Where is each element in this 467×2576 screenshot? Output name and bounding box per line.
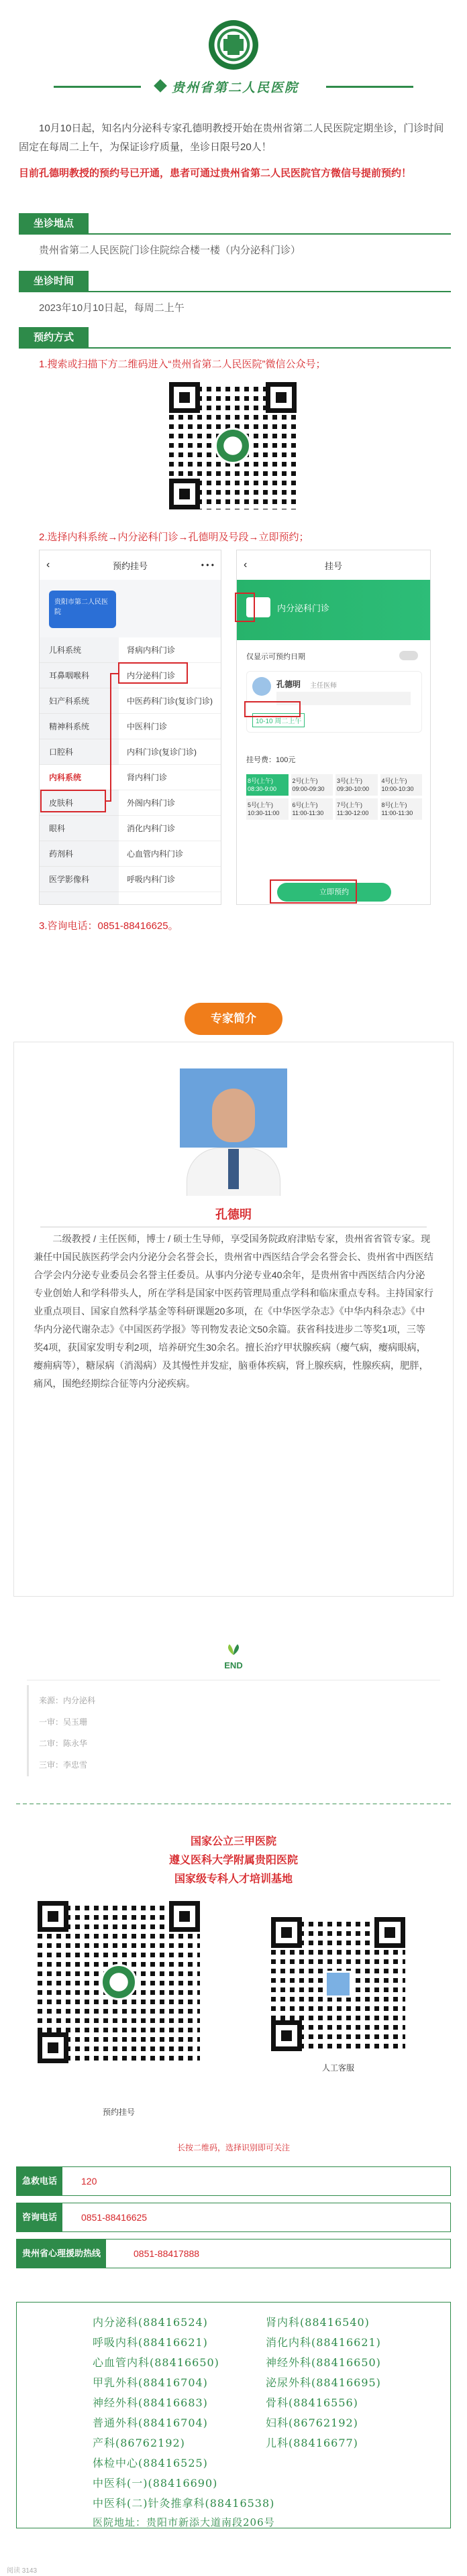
- dept-item[interactable]: 皮肤科: [40, 790, 119, 816]
- slot[interactable]: 5号(上午) 10:30-11:00: [246, 798, 289, 820]
- phone-banner: [49, 591, 116, 628]
- doctor-name: 孔德明: [276, 680, 301, 689]
- clinic-item[interactable]: 中医科门诊: [119, 714, 221, 739]
- arrow-line: [110, 673, 118, 674]
- dept-phone: 体检中心(88416525): [93, 2457, 208, 2469]
- phone-title: [237, 550, 430, 580]
- dept-phone: 甲乳外科(88416704): [93, 2376, 208, 2389]
- qr-finder: [271, 2020, 302, 2051]
- section-tag-booking: 预约方式: [19, 327, 89, 349]
- expert-heading-badge: 专家简介: [185, 1003, 282, 1035]
- dept-phone: 儿科(88416677): [266, 2437, 358, 2449]
- fee: 挂号费：100元: [246, 756, 296, 764]
- toggle-switch[interactable]: [399, 651, 418, 660]
- booking-qr-code[interactable]: [38, 1901, 200, 2063]
- highlight-box: [40, 790, 106, 812]
- section-tag-location: 坐诊地点: [19, 213, 89, 235]
- location-text: 贵州省第二人民医院门诊住院综合楼一楼（内分泌科门诊）: [39, 245, 301, 256]
- photo-tie: [228, 1149, 239, 1189]
- dept-phone: 产科(86762192): [93, 2437, 185, 2449]
- avatar: [252, 677, 271, 696]
- qr-finder: [169, 1901, 200, 1932]
- dept-item[interactable]: 精神科系统: [40, 714, 119, 739]
- contact-row-emergency: [16, 2166, 451, 2196]
- qr-right-caption: 人工客服: [321, 2063, 354, 2073]
- contact-row-psych: [16, 2239, 451, 2268]
- brand-divider: [54, 86, 141, 88]
- contact-row-consult: [16, 2203, 451, 2232]
- slot[interactable]: 6号(上午) 11:00-11:30: [291, 798, 333, 820]
- dept-phone: 泌尿外科(88416695): [266, 2376, 381, 2389]
- dept-phone: 妇科(86762192): [266, 2416, 358, 2429]
- highlight-box: [270, 879, 357, 904]
- qr-finder: [38, 2032, 68, 2063]
- hospital-address: 医院地址：贵阳市新添大道南段206号: [93, 2516, 275, 2528]
- phone-title-text: 预约挂号: [112, 560, 148, 571]
- diamond-icon: [154, 79, 167, 93]
- back-icon: ‹: [46, 559, 50, 570]
- dept-phone: 肾内科(88416540): [266, 2316, 370, 2329]
- contact-value[interactable]: 0851-88416625: [81, 2212, 148, 2223]
- booking-step-1: 1.搜索或扫描下方二维码进入“贵州省第二人民医院”微信公众号；: [39, 359, 326, 370]
- clinic-item[interactable]: 肾病内科门诊: [119, 637, 221, 663]
- date-chip[interactable]: 10-10 周二上午: [252, 713, 305, 727]
- dept-phone: 神经外科(88416683): [93, 2396, 208, 2409]
- dept-item[interactable]: 耳鼻咽喉科: [40, 663, 119, 688]
- qr-finder: [169, 382, 200, 413]
- service-qr-code[interactable]: [271, 1917, 405, 2051]
- footer-line-1: 国家公立三甲医院: [190, 1836, 276, 1847]
- end-label: END: [224, 1660, 243, 1670]
- dept-item[interactable]: 药剂科: [40, 841, 119, 867]
- banner-text: 贵阳市第二人民医院: [54, 599, 108, 616]
- dept-item[interactable]: 眼科: [40, 816, 119, 841]
- brand-text: 贵州省第二人民医院: [172, 80, 299, 95]
- phone-screenshot-right: [236, 550, 431, 905]
- dept-item[interactable]: 妇产科系统: [40, 688, 119, 714]
- slot[interactable]: 7号(上午) 11:30-12:00: [335, 798, 378, 820]
- qr-left-caption: 预约挂号: [102, 2107, 135, 2117]
- qr-logo-icon: [101, 1964, 137, 2000]
- slot-grid: [246, 774, 422, 820]
- qr-finder: [38, 1901, 68, 1932]
- slot[interactable]: 2号(上午) 09:00-09:30: [291, 774, 333, 796]
- dept-phone: 骨科(88416556): [266, 2396, 358, 2409]
- highlight-box: [118, 662, 188, 684]
- dept-item[interactable]: 儿科系统: [40, 637, 119, 663]
- credit-review-2: 二审：陈永华: [39, 1739, 88, 1748]
- leaf-icon: [225, 1644, 242, 1655]
- dept-item[interactable]: 医学影像科: [40, 867, 119, 892]
- clinic-item[interactable]: 外阁内科门诊: [119, 790, 221, 816]
- clinic-item[interactable]: 肾内科门诊: [119, 765, 221, 790]
- dept-phone: 中医科(二)针灸推拿科(88416538): [93, 2497, 275, 2510]
- highlight-box: [244, 701, 301, 717]
- dashed-divider: [16, 1803, 451, 1804]
- expert-bio: 二级教授 / 主任医师，博士 / 硕士生导师，享受国务院政府津贴专家，贵州省省管专家。现兼任中国民族医药学会内分泌分会名誉会长，贵州省中西医结合学会名誉会长、贵州省中西医结合学会内分泌专业委员会名誉主任委员。从事内分泌专业40余年，是贵州省中西医结合内分泌专业创始人和学科带头人，所在学科是国家中医药管理局重点学科和临床重点专科。主持国家行业重点项目、国家自然科学基金等科研课题20多项，在《中华医学杂志》《中华内科杂志》《中华内分泌代谢杂志》《中国医药学报》等刊物发表论文50余篇。获省科技进步二等奖1项，三等奖4项，获国家发明专利2项，培养研究生30余名。擅长治疗甲状腺疾病（瘿气病，瘿病眼病，瘿痈病等），糖尿病（消渴病）及其慢性并发症，脑垂体疾病，肾上腺疾病，性腺疾病，肥胖，痛风，围绝经期综合征等内分泌疾病。: [34, 1234, 433, 1390]
- photo-head: [212, 1089, 255, 1142]
- footer-line-3: 国家级专科人才培训基地: [174, 1874, 293, 1885]
- section-tag-time: 坐诊时间: [19, 271, 89, 292]
- qr-finder: [271, 1917, 302, 1948]
- slot[interactable]: 8号(上午) 11:00-11:30: [380, 798, 423, 820]
- intro-notice: 目前孔德明教授的预约号已开通，患者可通过贵州省第二人民医院官方微信号提前预约！: [19, 168, 412, 179]
- arrow-line: [110, 673, 111, 802]
- qr-finder: [374, 1917, 405, 1948]
- book-now-button[interactable]: 立即预约: [277, 883, 391, 902]
- dept-phone: 神经外科(88416650): [266, 2356, 381, 2369]
- phone-screenshot-left: [39, 550, 221, 905]
- slot[interactable]: 8号(上午) 08:30-9:00: [246, 774, 289, 796]
- contact-value[interactable]: 120: [81, 2176, 97, 2187]
- dept-column: [40, 637, 119, 904]
- dept-phone: 心血管内科(88416650): [93, 2356, 219, 2369]
- phone-title: [40, 550, 221, 580]
- long-press-hint: 长按二维码，选择识别即可关注: [176, 2143, 290, 2152]
- credit-source: 来源：内分泌科: [39, 1696, 96, 1705]
- section-line: [89, 233, 451, 235]
- clinic-item[interactable]: 内科门诊(复诊门诊): [119, 739, 221, 765]
- section-line: [89, 347, 451, 349]
- credit-review-3: 三审：李忠雪: [39, 1760, 88, 1770]
- service-avatar-icon: [325, 1971, 352, 1998]
- contact-label: 咨询电话: [17, 2203, 62, 2231]
- dept-item-selected[interactable]: 内科系统: [40, 765, 119, 790]
- dept-phone: 消化内科(88416621): [266, 2336, 381, 2349]
- highlight-box: [235, 593, 255, 622]
- back-icon: ‹: [244, 559, 248, 570]
- contact-label: 急救电话: [17, 2167, 62, 2195]
- contact-label: 贵州省心理援助热线: [17, 2240, 106, 2268]
- clinic-item-selected[interactable]: 内分泌科门诊: [119, 663, 221, 688]
- expert-name: 孔德明: [215, 1208, 252, 1221]
- footer-line-2: 遵义医科大学附属贵阳医院: [168, 1855, 298, 1866]
- clinic-item[interactable]: 中医药科门诊(复诊门诊): [119, 688, 221, 714]
- clinic-item[interactable]: 呼吸内科门诊: [119, 867, 221, 892]
- clinic-item[interactable]: 心血管内科门诊: [119, 841, 221, 867]
- contact-value[interactable]: 0851-88417888: [134, 2248, 200, 2259]
- qr-logo-icon: [215, 428, 251, 464]
- logo-cross-icon: [223, 39, 244, 51]
- credit-review-1: 一审：吴玉珊: [39, 1717, 88, 1727]
- time-text: 2023年10月10日起，每周二上午: [39, 302, 185, 314]
- view-count: 阅读 3143: [7, 2567, 38, 2575]
- dept-phone: 普通外科(88416704): [93, 2416, 208, 2429]
- dept-name: 内分泌科门诊: [277, 603, 330, 613]
- wechat-qr-code[interactable]: [169, 382, 297, 509]
- qr-finder: [169, 479, 200, 509]
- more-icon: • • •: [201, 560, 214, 570]
- section-line: [89, 291, 451, 292]
- clinic-item[interactable]: 消化内科门诊: [119, 816, 221, 841]
- slot[interactable]: 3号(上午) 09:30-10:00: [335, 774, 378, 796]
- dept-header: [237, 580, 431, 640]
- booking-step-2: 2.选择内科系统→内分泌科门诊→孔德明及号段→立即预约；: [39, 532, 309, 543]
- expert-photo: [180, 1068, 287, 1196]
- phone-title-text: 挂号: [324, 560, 342, 571]
- dept-phone: 内分泌科(88416524): [93, 2316, 208, 2329]
- brand-divider: [326, 86, 413, 88]
- select-date: 仅显示可预约日期: [246, 653, 305, 661]
- credit-bar: [27, 1685, 29, 1776]
- booking-step-3: 3.咨询电话：0851-88416625。: [39, 920, 178, 932]
- dept-phone: 呼吸内科(88416621): [93, 2336, 208, 2349]
- qr-finder: [266, 382, 297, 413]
- intro-paragraph: 10月10日起，知名内分泌科专家孔德明教授开始在贵州省第二人民医院定期坐诊，门诊时间固定在每周二上午，为保证诊疗质量，坐诊日限号20人！: [19, 123, 444, 153]
- doctor-title: 主任医师: [310, 682, 337, 690]
- slot[interactable]: 4号(上午) 10:00-10:30: [380, 774, 423, 796]
- dept-phone: 中医科(一)(88416690): [93, 2477, 218, 2490]
- dept-item[interactable]: 口腔科: [40, 739, 119, 765]
